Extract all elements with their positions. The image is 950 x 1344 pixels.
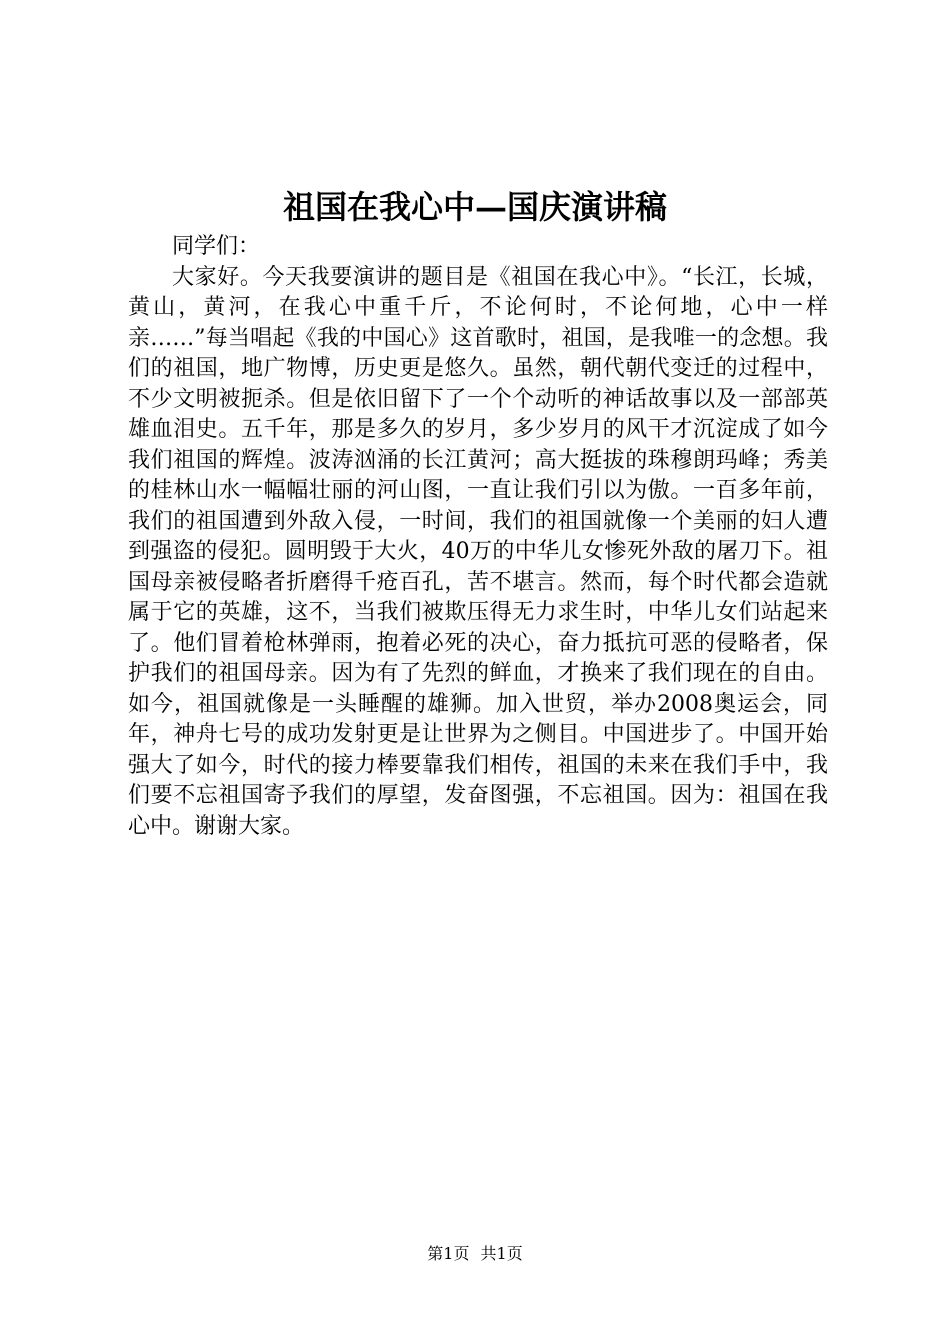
page-number: 第1页 (427, 1244, 470, 1263)
page-footer (0, 1242, 950, 1266)
document-title: 祖国在我心中—国庆演讲稿 (282, 188, 667, 226)
body-paragraph: 大家好。今天我要演讲的题目是《祖国在我心中》。“长江，长城，黄山，黄河，在我心中重千斤，不论何时，不论何地，心中一样亲……”每当唱起《我的中国心》这首歌时，祖国，是我唯一的念想。我们的祖国，地广物博，历史更是悠久。虽然，朝代朝代变迁的过程中，不少文明被扼杀。但是依旧留下了一个个动听的神话故事以及一部部英雄血泪史。五千年，那是多久的岁月，多少岁月的风干才沉淀成了如今我们祖国的辉煌。波涛汹涌的长江黄河；高大挺拔的珠穆朗玛峰；秀美的桂林山水一幅幅壮丽的河山图，一直让我们引以为傲。一百多年前，我们的祖国遭到外敌入侵，一时间，我们的祖国就像一个美丽的妇人遭到强盗的侵犯。圆明毁于大火，40万的中华儿女惨死外敌的屠刀下。祖国母亲被侵略者折磨得千疮百孔，苦不堪言。然而，每个时代都会造就属于它的英雄，这不，当我们被欺压得无力求生时，中华儿女们站起来了。他们冒着枪林弹雨，抱着必死的决心，奋力抵抗可恶的侵略者，保护我们的祖国母亲。因为有了先烈的鲜血，才换来了我们现在的自由。如今，祖国就像是一头睡醒的雄狮。加入世贸，举办2008奥运会，同年，神舟七号的成功发射更是让世界为之侧目。中国进步了。中国开始强大了如今，时代的接力棒要靠我们相传，祖国的未来在我们手中，我们要不忘祖国寄予我们的厚望，发奋图强，不忘祖国。因为：祖国在我心中。谢谢大家。 (128, 264, 828, 839)
salutation: 同学们： (172, 234, 261, 259)
document-body (128, 232, 828, 842)
page-total: 共1页 (480, 1244, 523, 1263)
